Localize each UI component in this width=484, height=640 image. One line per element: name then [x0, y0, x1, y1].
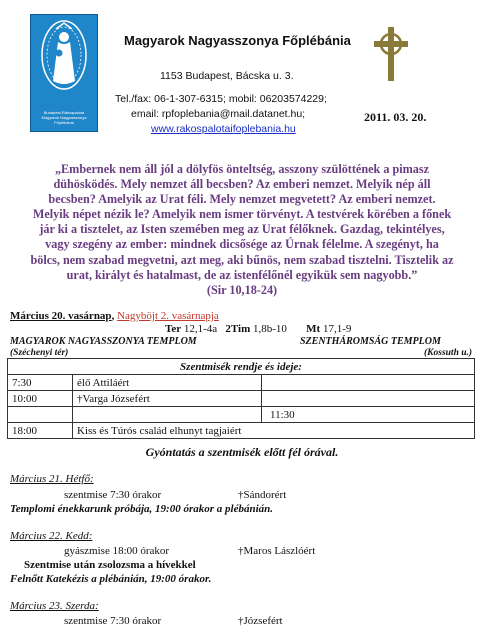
logo-caption-line: Főplébánia — [54, 120, 74, 125]
schedule-time: 7:30 — [8, 375, 73, 391]
day-mass: szentmise 7:30 órakor — [64, 489, 162, 501]
reading-mt: 17,1-9 — [322, 323, 352, 335]
bulletin-date: 2011. 03. 20. — [364, 110, 427, 124]
sunday-feast: Nagyböjt 2. vasárnapja — [117, 310, 219, 322]
day-mass: gyászmise 18:00 órakor — [64, 545, 170, 557]
day-intention: †Maros Lászlóért — [238, 545, 316, 557]
parish-title: Magyarok Nagyasszonya Főplébánia — [124, 33, 351, 48]
table-row — [8, 423, 475, 439]
madonna-logo-icon — [31, 15, 97, 107]
day-intention: †Sándorért — [238, 489, 287, 501]
schedule-time-right: 11:30 — [262, 407, 475, 423]
readings — [165, 323, 351, 335]
table-row — [8, 391, 475, 407]
church-right: SZENTHÁROMSÁG TEMPLOM — [300, 336, 441, 347]
table-header-row — [8, 359, 475, 375]
sunday-heading: Március 20. vasárnap, Nagyböjt 2. vasárnapja — [10, 310, 219, 322]
schedule-time-right — [262, 375, 475, 391]
church-left-place: (Széchenyi tér) — [10, 348, 69, 358]
parish-phone: Tel./fax: 06-1-307-6315; mobil: 06203574229; — [115, 93, 327, 105]
parish-logo — [30, 14, 98, 132]
day-mass: szentmise 7:30 órakor — [64, 615, 162, 627]
quote-reference: (Sir 10,18-24) — [206, 282, 278, 297]
parish-email: email: rpfoplebania@mail.datanet.hu; — [131, 108, 306, 120]
celtic-cross-icon — [368, 25, 414, 83]
confession-note: Gyóntatás a szentmisék előtt fél órával. — [145, 445, 339, 459]
schedule-intention: †Varga Józsefért — [73, 391, 262, 407]
reading-tim: 1,8b-10 — [253, 323, 287, 335]
church-right-place: (Kossuth u.) — [424, 348, 473, 358]
schedule-time-right — [262, 391, 475, 407]
day-intention: †Józsefért — [238, 615, 283, 627]
reading-mt-label: Mt — [306, 323, 321, 335]
schedule-intention: élő Attiláért — [73, 375, 262, 391]
logo-caption-line: Magyarok Nagyasszonya — [41, 115, 87, 120]
quote-text: „Embernek nem áll jól a dölyfös önteltség, asszony szülöttének a pimasz dühösködés. Mely nemzet áll becsben? Az emberi nemzet. Melyik nép áll becsben? Amelyik az Urat féli. Mely nemzet megvetett? Az emberi nemzet. Melyik népet nézik le? Amelyik nem ismer törvényt. A testvérek körében a főnek jár ki a tisztelet, az Isten szemében meg az Urat félőknek. Gazdag, tekintélyes, vagy szegény az ember: mindnek dicsősége az Úrnak félelme. A szegényt, ha bölcs, nem szabad megvetni, azt meg, aki bűnös, nem szabad tisztelni. Tisztelik az urat, királyt és hatalmast, de az istenfélőnél egyikük sem nagyobb.” — [30, 162, 454, 282]
day-heading: Március 23. Szerda: — [10, 600, 99, 612]
schedule-time: 10:00 — [8, 391, 73, 407]
logo-caption-line: Budapest-Rákospalota — [43, 110, 85, 115]
mass-schedule-table — [7, 358, 475, 439]
day-extra: Szentmise után zsolozsma a hívekkel — [24, 559, 196, 571]
schedule-intention: Kiss és Túrós család elhunyt tagjaiért — [73, 423, 475, 439]
day-note: Felnőtt Katekézis a plébánián, 19:00 órakor. — [10, 573, 212, 585]
schedule-time — [8, 407, 73, 423]
day-note: Templomi énekkarunk próbája, 19:00 órakor a plébánián. — [10, 503, 274, 515]
church-left: MAGYAROK NAGYASSZONYA TEMPLOM — [10, 336, 197, 347]
reading-tim-label: 2Tim — [225, 323, 251, 335]
reading-ter: 12,1-4a — [183, 323, 218, 335]
parish-address: 1153 Budapest, Bácska u. 3. — [160, 70, 294, 82]
schedule-header: Szentmisék rendje és ideje: — [8, 359, 475, 375]
schedule-intention — [73, 407, 262, 423]
parish-website-link[interactable]: www.rakospalotaifoplebania.hu — [151, 123, 296, 135]
reading-ter-label: Ter — [165, 323, 182, 335]
sunday-day: Március 20. vasárnap — [10, 310, 112, 322]
logo-caption — [33, 110, 95, 125]
day-heading: Március 22. Kedd: — [10, 530, 93, 542]
table-row — [8, 375, 475, 391]
table-row — [8, 407, 475, 423]
day-heading: Március 21. Hétfő: — [10, 473, 94, 485]
scripture-quote — [30, 162, 454, 298]
schedule-time: 18:00 — [8, 423, 73, 439]
